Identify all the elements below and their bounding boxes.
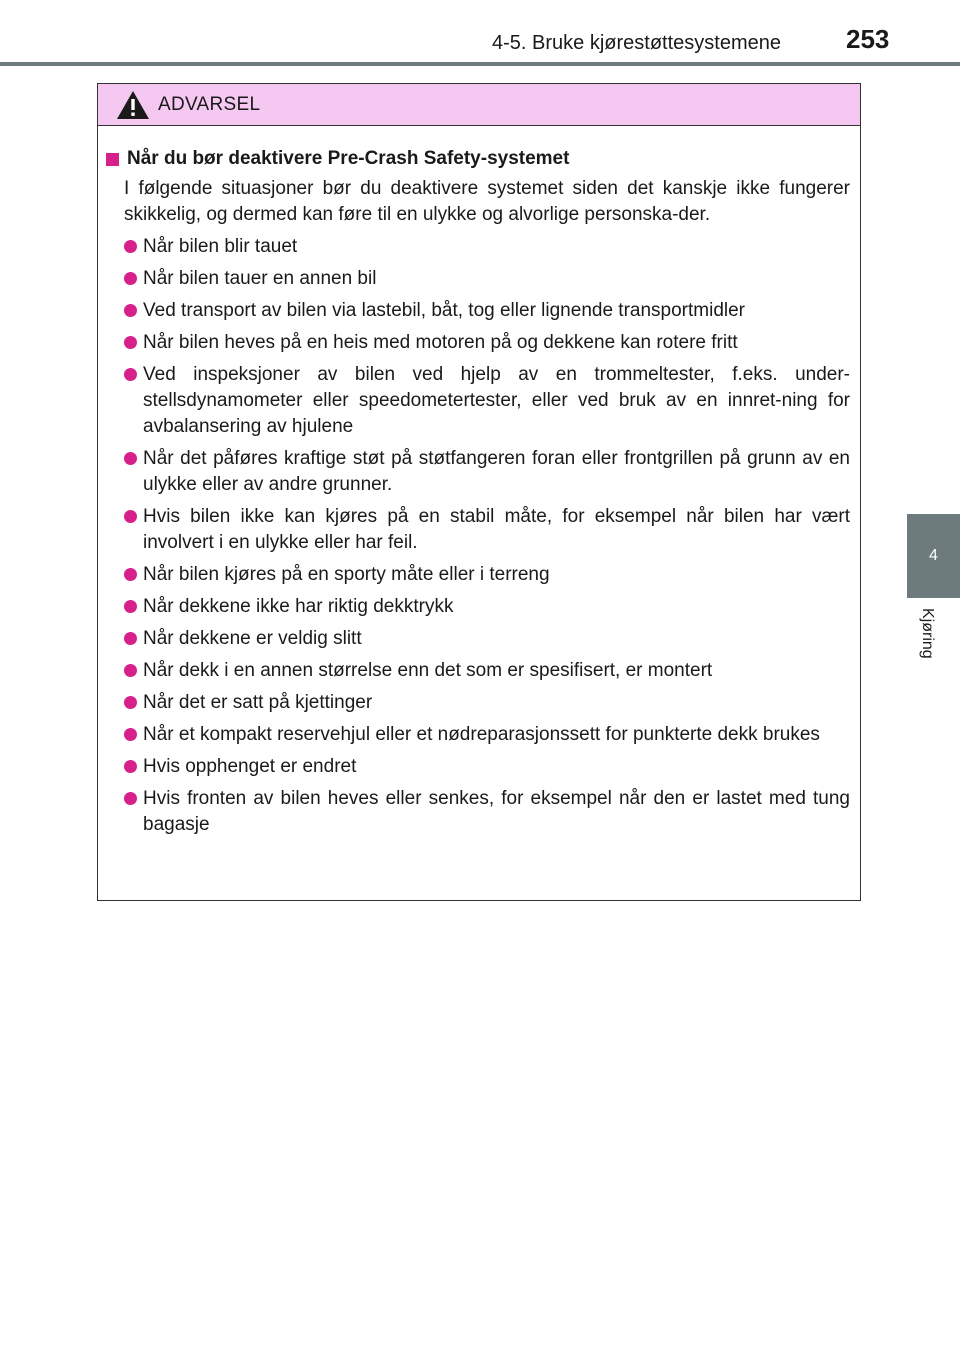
list-item (106, 330, 850, 356)
bullet-dot-icon (124, 452, 137, 465)
section-title: 4-5. Bruke kjørestøttesystemene (492, 32, 781, 54)
bullet-dot-icon (124, 600, 137, 613)
list-item-text: Ved inspeksjoner av bilen ved hjelp av en trommeltester, f.eks. under-stellsdynamometer eller speedometertester, eller ved bruk av en innret-ning for avbalansering av hjulene (143, 364, 850, 437)
list-item (106, 722, 850, 748)
list-item (106, 446, 850, 498)
list-item (106, 754, 850, 780)
header-divider (0, 62, 960, 66)
bullet-dot-icon (124, 368, 137, 381)
warning-box (97, 83, 861, 901)
warning-header (98, 84, 860, 126)
list-item (106, 266, 850, 292)
list-item (106, 562, 850, 588)
bullet-list (106, 234, 850, 838)
list-item (106, 626, 850, 652)
list-item (106, 786, 850, 838)
list-item-text: Når dekkene ikke har riktig dekktrykk (143, 596, 454, 617)
bullet-dot-icon (124, 336, 137, 349)
list-item-text: Når dekk i en annen størrelse enn det som er spesifisert, er montert (143, 660, 713, 681)
warning-title: ADVARSEL (158, 93, 261, 115)
list-item (106, 298, 850, 324)
list-item (106, 658, 850, 684)
list-item-text: Hvis bilen ikke kan kjøres på en stabil måte, for eksempel når bilen har vært involvert i en ulykke eller har feil. (143, 506, 850, 553)
chapter-tab (907, 514, 960, 598)
list-item (106, 594, 850, 620)
chapter-number: 4 (929, 547, 938, 564)
bullet-dot-icon (124, 632, 137, 645)
bullet-dot-icon (124, 760, 137, 773)
list-item-text: Når bilen heves på en heis med motoren på og dekkene kan rotere fritt (143, 332, 738, 353)
chapter-label: Kjøring (919, 608, 936, 659)
list-item-text: Når det påføres kraftige støt på støtfangeren foran eller frontgrillen på grunn av en ulykke eller av andre grunner. (143, 448, 850, 495)
bullet-dot-icon (124, 728, 137, 741)
list-item-text: Hvis opphenget er endret (143, 756, 357, 777)
list-item-text: Hvis fronten av bilen heves eller senkes, for eksempel når den er lastet med tung bagasje (143, 788, 850, 835)
list-item-text: Når bilen kjøres på en sporty måte eller i terreng (143, 564, 550, 585)
bullet-dot-icon (124, 510, 137, 523)
bullet-dot-icon (124, 568, 137, 581)
list-item (106, 362, 850, 440)
warning-body (98, 126, 860, 838)
list-item (106, 504, 850, 556)
bullet-dot-icon (124, 272, 137, 285)
bullet-dot-icon (124, 240, 137, 253)
bullet-dot-icon (124, 304, 137, 317)
list-item (106, 234, 850, 260)
list-item (106, 690, 850, 716)
list-item-text: Når dekkene er veldig slitt (143, 628, 362, 649)
list-item-text: Når et kompakt reservehjul eller et nødreparasjonssett for punkterte dekk brukes (143, 724, 820, 745)
bullet-dot-icon (124, 664, 137, 677)
list-item-text: Ved transport av bilen via lastebil, båt, tog eller lignende transportmidler (143, 300, 746, 321)
warning-triangle-icon (116, 90, 150, 120)
page-number: 253 (846, 24, 890, 54)
list-item-text: Når bilen blir tauet (143, 236, 298, 257)
square-bullet-icon (106, 153, 119, 166)
list-item-text: Når bilen tauer en annen bil (143, 268, 377, 289)
warning-subheading (106, 146, 850, 172)
list-item-text: Når det er satt på kjettinger (143, 692, 373, 713)
intro-paragraph: I følgende situasjoner bør du deaktivere systemet siden det kanskje ikke fungerer skikkelig, og dermed kan føre til en ulykke og alvorlige personska-der. (124, 178, 850, 225)
bullet-dot-icon (124, 696, 137, 709)
bullet-dot-icon (124, 792, 137, 805)
subheading-text: Når du bør deaktivere Pre-Crash Safety-systemet (127, 148, 570, 169)
